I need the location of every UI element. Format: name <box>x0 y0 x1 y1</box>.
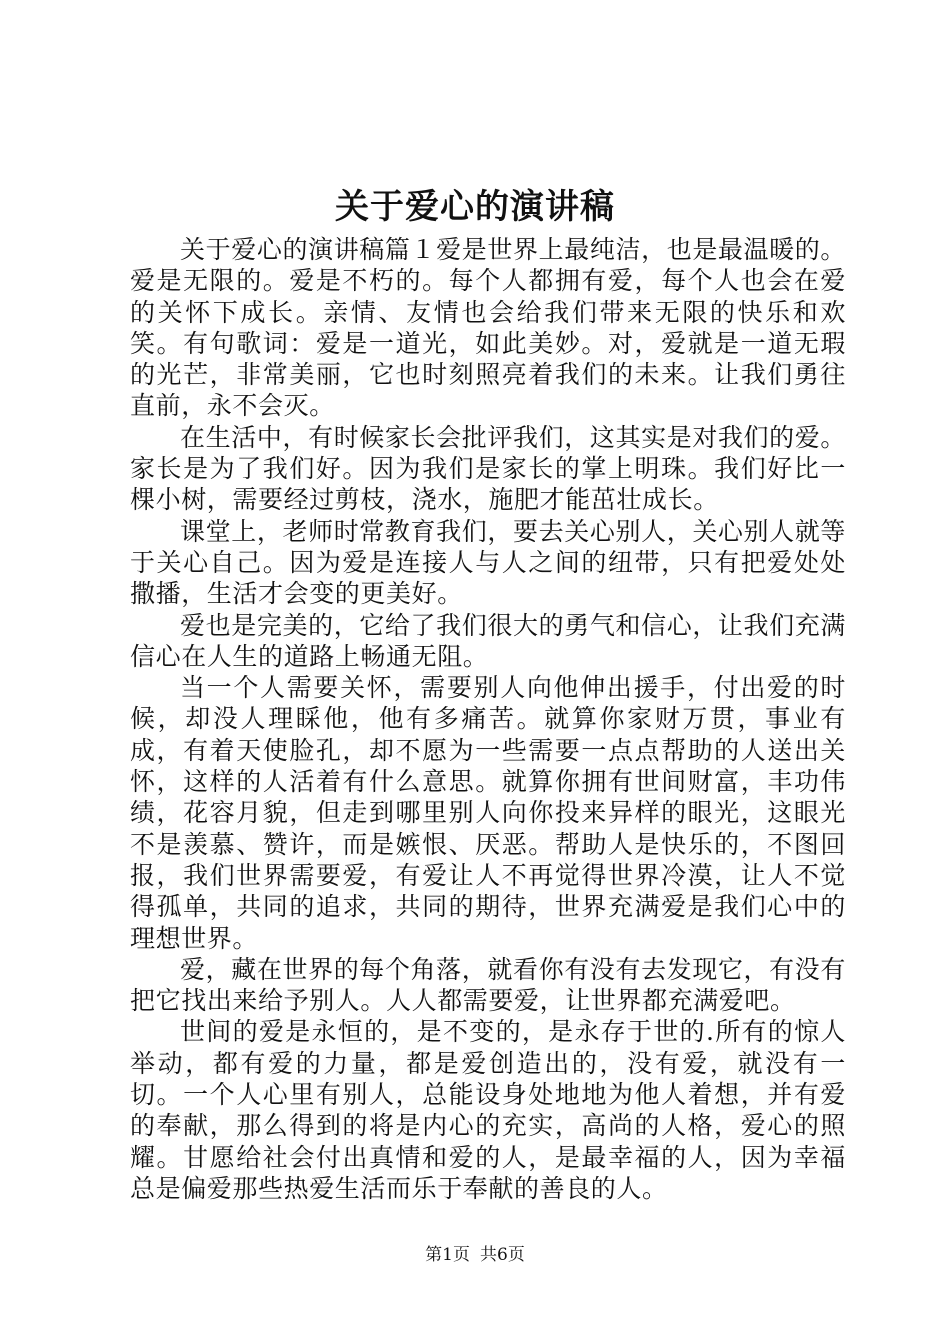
page-footer <box>0 1243 950 1267</box>
paragraph-3: 课堂上，老师时常教育我们，要去关心别人，关心别人就等于关心自己。因为爱是连接人与人之间的纽带，只有把爱处处撒播，生活才会变的更美好。 <box>130 516 846 609</box>
paragraph-2: 在生活中，有时候家长会批评我们，这其实是对我们的爱。家长是为了我们好。因为我们是家长的掌上明珠。我们好比一棵小树，需要经过剪枝，浇水，施肥才能茁壮成长。 <box>130 422 846 515</box>
document-title: 关于爱心的演讲稿 <box>335 187 615 227</box>
document-body <box>130 234 846 1204</box>
paragraph-1: 关于爱心的演讲稿篇１爱是世界上最纯洁，也是最温暖的。爱是无限的。爱是不朽的。每个人都拥有爱，每个人也会在爱的关怀下成长。亲情、友情也会给我们带来无限的快乐和欢笑。有句歌词：爱是一道光，如此美妙。对，爱就是一道无瑕的光芒，非常美丽，它也时刻照亮着我们的未来。让我们勇往直前，永不会灭。 <box>130 235 846 421</box>
paragraph-7: 世间的爱是永恒的，是不变的，是永存于世的.所有的惊人举动，都有爱的力量，都是爱创造出的，没有爱，就没有一切。一个人心里有别人，总能设身处地地为他人着想，并有爱的奉献，那么得到的将是内心的充实，高尚的人格，爱心的照耀。甘愿给社会付出真情和爱的人，是最幸福的人，因为幸福总是偏爱那些热爱生活而乐于奉献的善良的人。 <box>130 1017 846 1203</box>
page-total: 共6页 <box>480 1245 525 1265</box>
paragraph-5: 当一个人需要关怀，需要别人向他伸出援手，付出爱的时候，却没人理睬他，他有多痛苦。就算你家财万贯，事业有成，有着天使脸孔，却不愿为一些需要一点点帮助的人送出关怀，这样的人活着有什么意思。就算你拥有世间财富，丰功伟绩，花容月貌，但走到哪里别人向你投来异样的眼光，这眼光不是羡慕、赞许，而是嫉恨、厌恶。帮助人是快乐的，不图回报，我们世界需要爱，有爱让人不再觉得世界冷漠，让人不觉得孤单，共同的追求，共同的期待，世界充满爱是我们心中的理想世界。 <box>130 673 846 953</box>
paragraph-4: 爱也是完美的，它给了我们很大的勇气和信心，让我们充满信心在人生的道路上畅通无阻。 <box>130 610 846 671</box>
page-number: 第1页 <box>425 1245 470 1265</box>
paragraph-6: 爱，藏在世界的每个角落，就看你有没有去发现它，有没有把它找出来给予别人。人人都需要爱，让世界都充满爱吧。 <box>130 954 846 1016</box>
